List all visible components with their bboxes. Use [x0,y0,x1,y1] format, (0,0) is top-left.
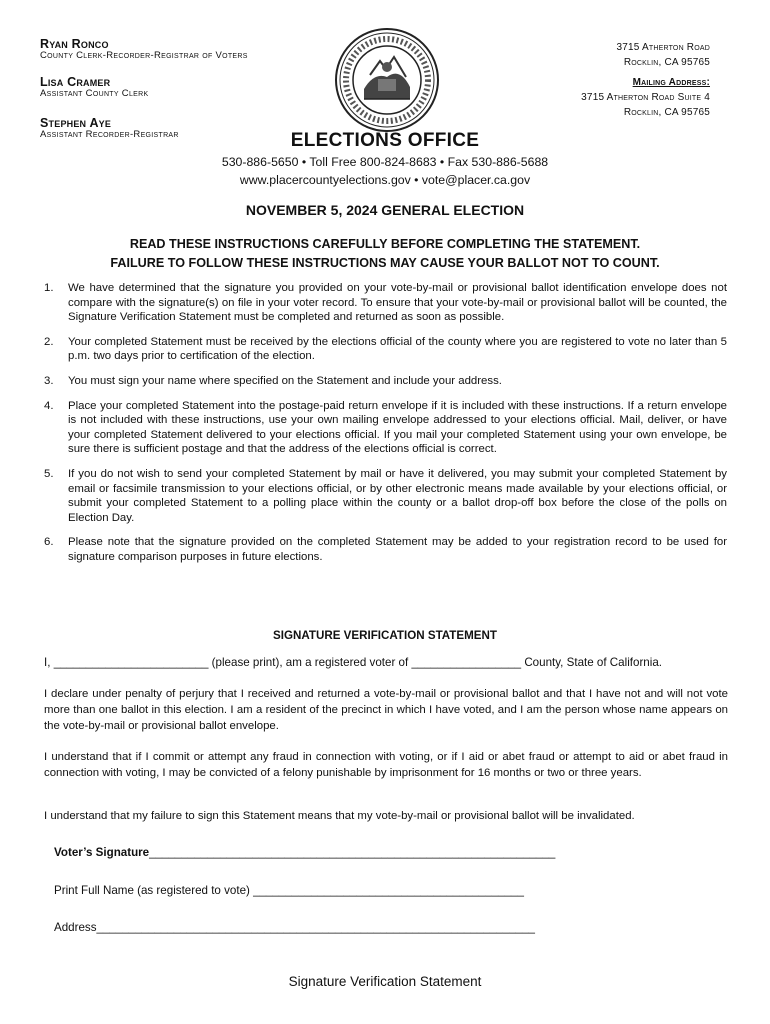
mailing-city: Rocklin, CA 95765 [623,107,710,118]
official-name: Lisa Cramer [40,75,111,89]
office-title: ELECTIONS OFFICE [290,130,480,151]
voter-name-blank[interactable]: ________________________ [53,656,209,669]
mailing-label: Mailing Address: [632,77,710,88]
declaration-suffix: County, State of California. [524,656,663,669]
statement-declaration-line [44,656,662,669]
mailing-address [581,75,710,120]
instruction-text: You must sign your name where specified on the Statement and include your address. [68,374,502,387]
office-address [617,40,711,70]
print-name-row [54,884,524,897]
page-footer: Signature Verification Statement [288,974,482,989]
voter-signature-line[interactable]: _______________________________________________________________ [149,846,556,859]
contact-web-email: www.placercountyelections.gov • vote@placer.ca.gov [239,173,531,187]
address-line[interactable]: ____________________________________________________________________ [96,921,535,934]
instruction-number: 5. [44,467,54,480]
print-name-label: Print Full Name (as registered to vote) [54,884,250,897]
instruction-item [44,467,727,525]
contact-block [0,153,770,189]
official-title: Assistant Recorder-Registrar [40,129,179,140]
instruction-item [44,535,727,564]
warning-line-1: READ THESE INSTRUCTIONS CAREFULLY BEFORE COMPLETING THE STATEMENT. [129,237,641,251]
warning-block [0,235,770,273]
instruction-item [44,281,727,325]
instruction-text: We have determined that the signature you provided on your vote-by-mail or provisional ballot identification envelope does not compare with the signature(s) on file in your voter record. To ensure that your vote-by-mail or provisional ballot will be counted, the Signature Verification Statement must be completed and returned as soon as possible. [68,282,727,324]
instruction-item [44,399,727,457]
address-row [54,921,535,934]
instruction-text: Place your completed Statement into the postage-paid return envelope if it is included with these instructions. If a return envelope is not included with these instructions, use your own mailing envelope addressed to your elections official. Mail, deliver, or have your completed Statement delivered to your elections official. If you mail your completed Statement using your own envelope, be sure there is sufficient postage and that the address of the elections official is correct. [68,399,727,456]
instruction-text: If you do not wish to send your completed Statement by mail or have it delivered, you may submit your completed Statement by email or facsimile transmission to your elections official, or by other electronic means made available by your elections official, or submit your completed Statement to a polling place within the county or a ballot drop-off box before the close of the polls on Election Day. [68,467,727,524]
instruction-number: 4. [44,399,54,412]
address-city: Rocklin, CA 95765 [623,57,710,68]
election-title: NOVEMBER 5, 2024 GENERAL ELECTION [245,202,525,218]
statement-paragraph-perjury: I declare under penalty of perjury that I received and returned a vote-by-mail or provisional ballot and that I have not and will not vote more than one ballot in this election. I am a resident of the precinct in which I have voted, and I am the person whose name appears on the vote-by-mail or provisional ballot envelope. [44,688,728,732]
county-seal-icon [334,27,440,133]
official-ronco [40,37,248,61]
official-cramer [40,75,148,99]
statement-paragraph-fraud: I understand that if I commit or attempt any fraud in connection with voting, or if I aid or abet fraud or attempt to aid or abet fraud in connection with voting, I may be convicted of a felony punishable by imprisonment for 16 months or two or three years. [44,751,728,779]
instruction-item [44,335,727,364]
official-name: Stephen Aye [40,116,112,130]
declaration-prefix: I, [44,656,51,669]
instruction-number: 1. [44,282,54,294]
instruction-text: Your completed Statement must be received by the elections official of the county where you are registered to vote no later than 5 p.m. two days prior to certification of the election. [68,335,727,363]
official-title: County Clerk-Recorder-Registrar of Voters [40,50,248,61]
warning-line-2: FAILURE TO FOLLOW THESE INSTRUCTIONS MAY CAUSE YOUR BALLOT NOT TO COUNT. [110,256,660,270]
contact-phones: 530-886-5650 • Toll Free 800-824-8683 • Fax 530-886-5688 [221,155,549,169]
voter-signature-label: Voter’s Signature [54,846,150,859]
declaration-middle: (please print), am a registered voter of [211,656,409,669]
instructions-list [44,281,727,565]
instruction-number: 3. [44,374,54,387]
official-name: Ryan Ronco [40,37,109,51]
instruction-text: Please note that the signature provided on the completed Statement may be added to your registration record to be used for signature comparison purposes in future elections. [68,536,727,563]
voter-signature-row [54,846,555,859]
instruction-number: 2. [44,335,54,348]
mailing-street: 3715 Atherton Road Suite 4 [581,92,710,103]
statement-paragraph-invalidation: I understand that my failure to sign this Statement means that my vote-by-mail or provisional ballot will be invalidated. [44,810,635,822]
official-title: Assistant County Clerk [40,88,149,99]
address-label: Address [54,921,97,934]
print-name-line[interactable]: __________________________________________ [253,884,524,897]
address-street: 3715 Atherton Road [616,42,710,53]
instruction-item [44,374,727,389]
statement-title: SIGNATURE VERIFICATION STATEMENT [273,629,497,642]
county-blank[interactable]: _________________ [411,656,522,669]
instruction-number: 6. [44,536,54,549]
